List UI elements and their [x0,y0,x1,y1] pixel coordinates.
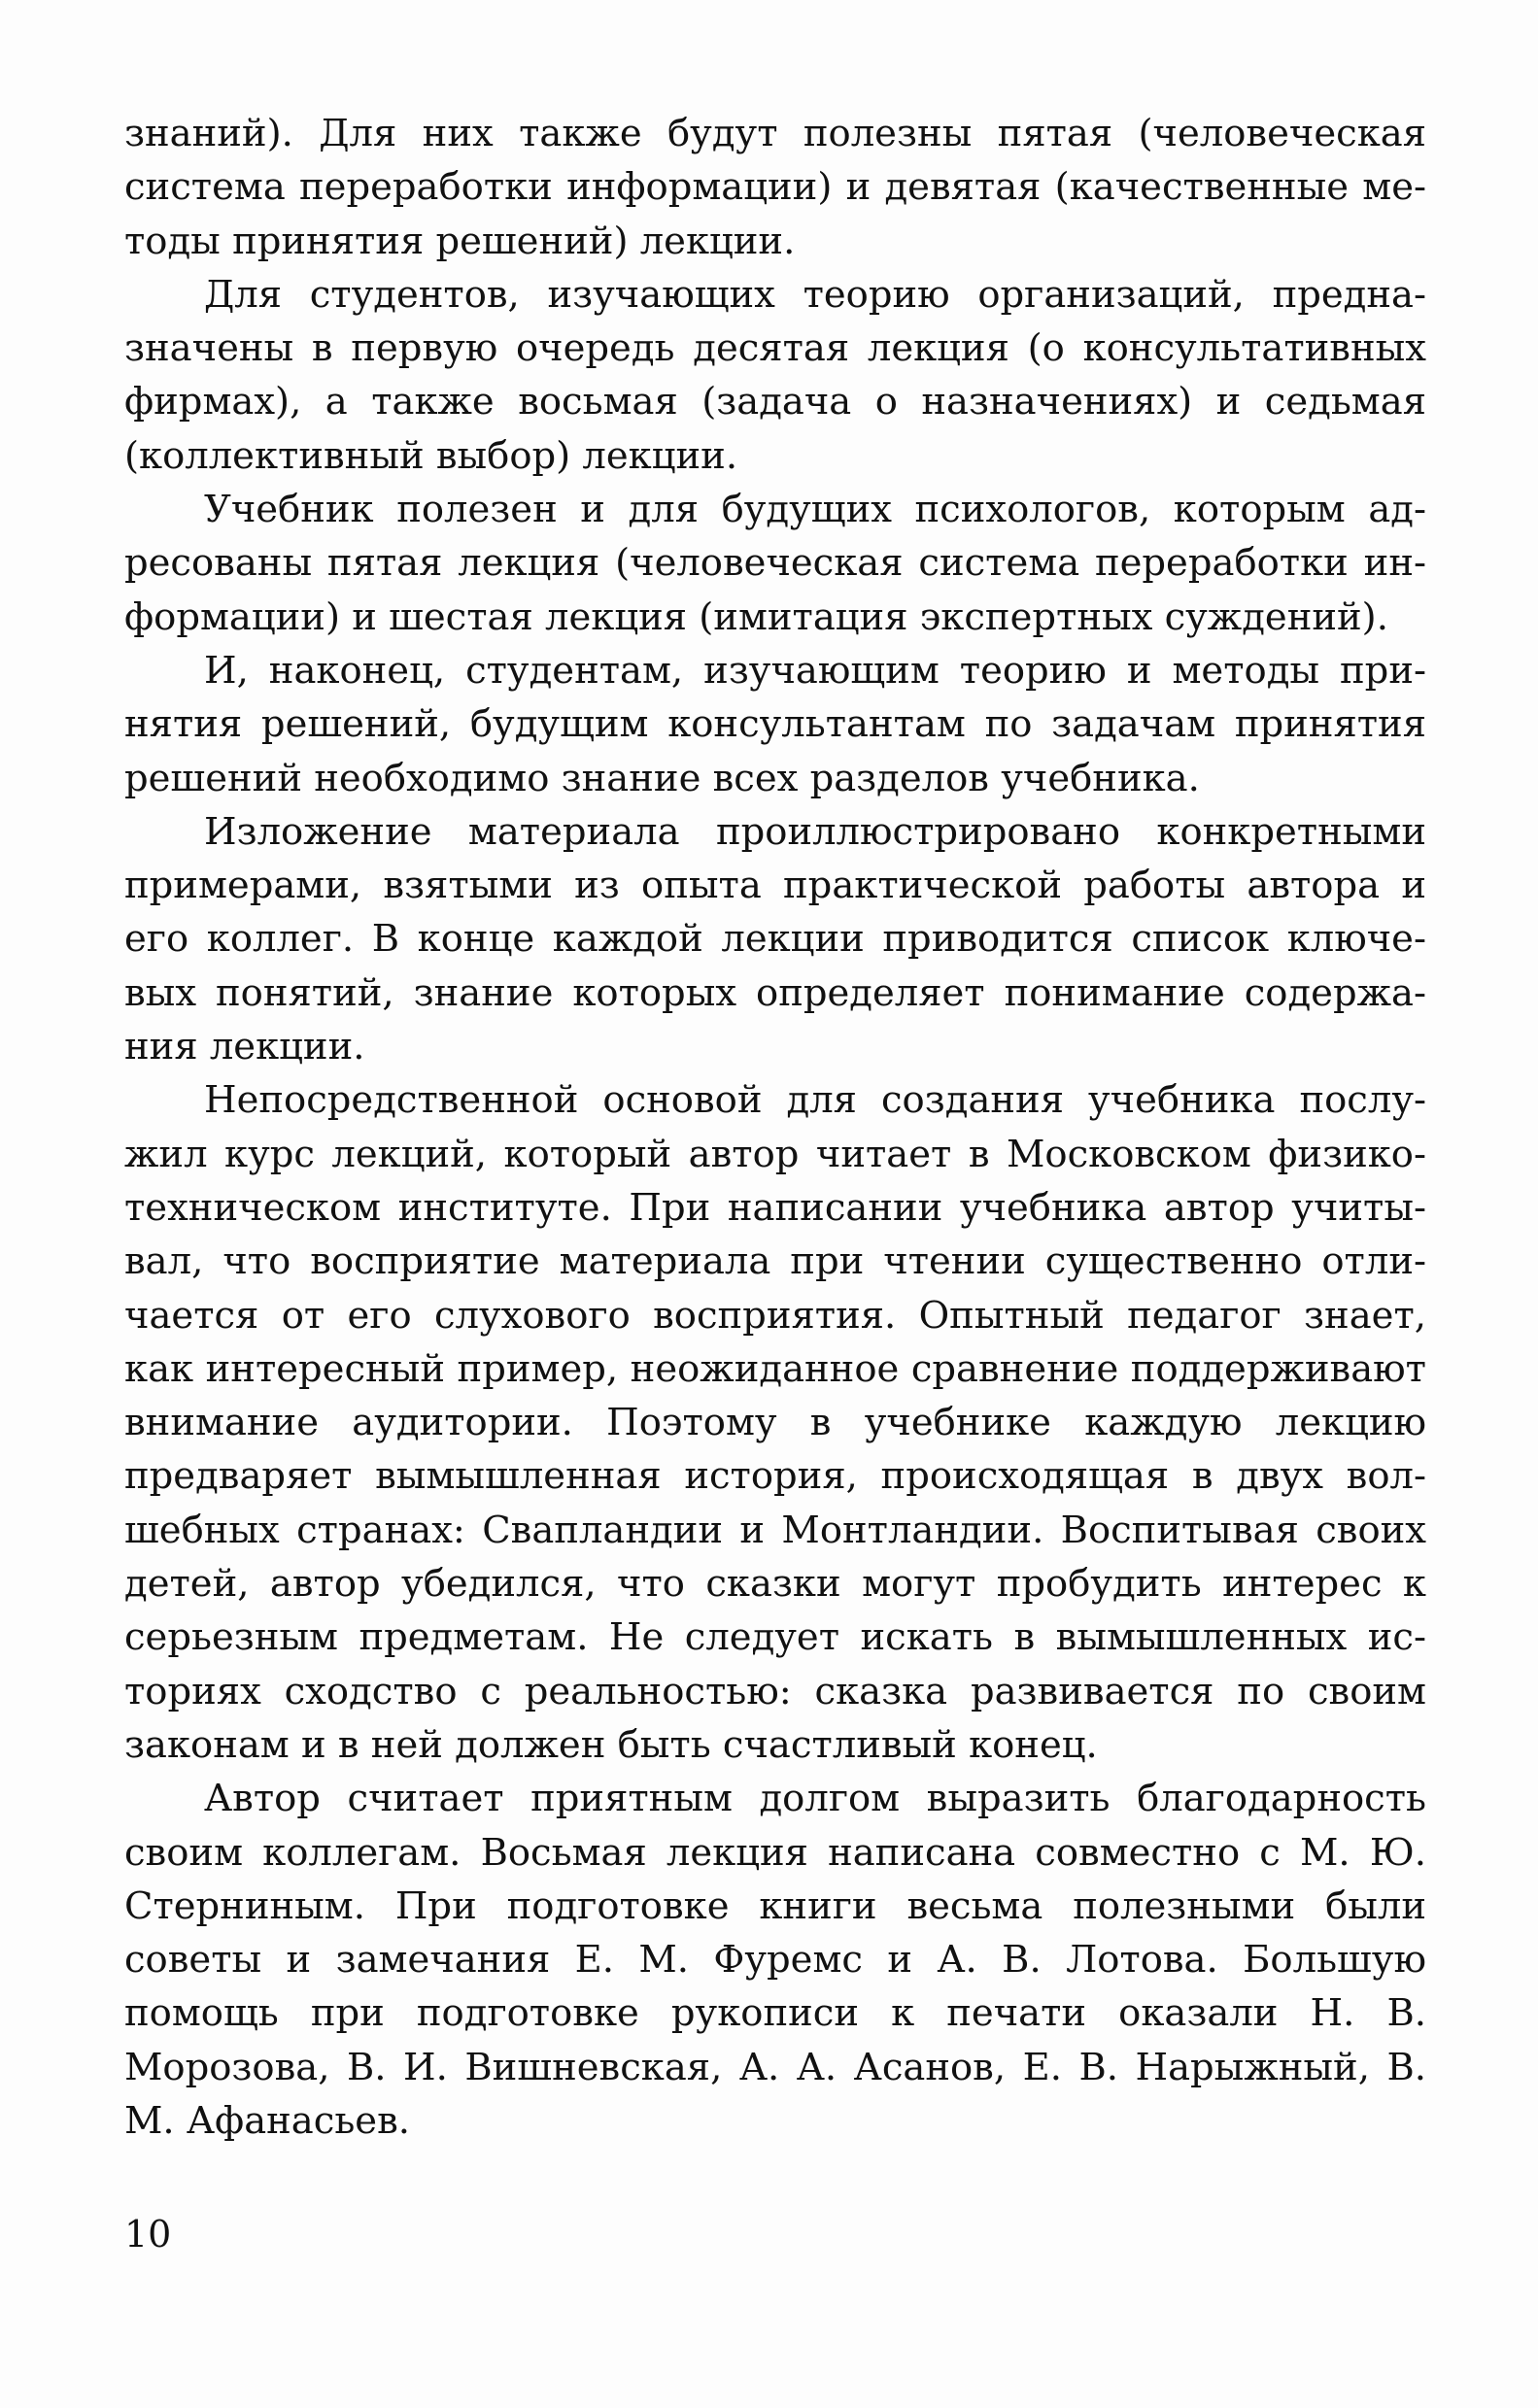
paragraph-psychologists: Учебник полезен и для будущих психологов, которым адресованы пятая лекция (человеческая система переработки информации) и шестая лекция (имитация экспертных суждений). [124,488,1426,639]
paragraph-organization-theory: Для студентов, изучающих теорию организаций, предназначены в первую очередь десятая лекция (о консультативных фирмах), а также восьмая (задача о назначениях) и седьмая (коллективный выбор) лекции. [124,272,1426,478]
paragraph-acknowledgements: Автор считает приятным долгом выразить благодарность своим коллегам. Восьмая лекция написана совместно с М. Ю. Стерниным. При подготовке книги весьма полезными были советы и замечания Е. М. Фуремс и А. В. Лотова. Большую помощь при подготовке рукописи к печати оказали Н. В. Морозова, В. И. Вишневская, А. А. Асанов, Е. В. Нарыжный, В. М. Афанасьев. [124,1777,1426,2143]
paragraph-examples: Изложение материала проиллюстрировано конкретными примерами, взятыми из опыта практической работы автора и его коллег. В конце каждой лекции приводится список ключевых понятий, знание которых определяет понимание содержания лекции. [124,809,1426,1069]
paragraph-decision-making: И, наконец, студентам, изучающим теорию и методы принятия решений, будущим консультантам по задачам принятия решений необходимо знание всех разделов учебника. [124,648,1426,800]
paragraph-continuation: знаний). Для них также будут полезны пятая (человеческая система переработки информации) и девятая (качественные методы принятия решений) лекции. [124,112,1426,263]
paragraph-course-basis: Непосредственной основой для создания учебника послужил курс лекций, который автор читает в Московском физикотехническом институте. При написании учебника автор учитывал, что восприятие материала при чтении существенно отличается от его слухового восприятия. Опытный педагог знает, как интересный пример, неожиданное сравнение поддерживают внимание аудитории. Поэтому в учебнике каждую лекцию предваряет вымышленная история, происходящая в двух волшебных странах: Свапландии и Монтландии. Воспитывая своих детей, автор убедился, что сказки могут пробудить интерес к серьезным предметам. Не следует искать в вымышленных историях сходство с реальностью: сказка развивается по своим законам и в ней должен быть счастливый конец. [124,1078,1426,1767]
page-number: 10 [124,2213,172,2255]
body-text [124,107,1426,2148]
